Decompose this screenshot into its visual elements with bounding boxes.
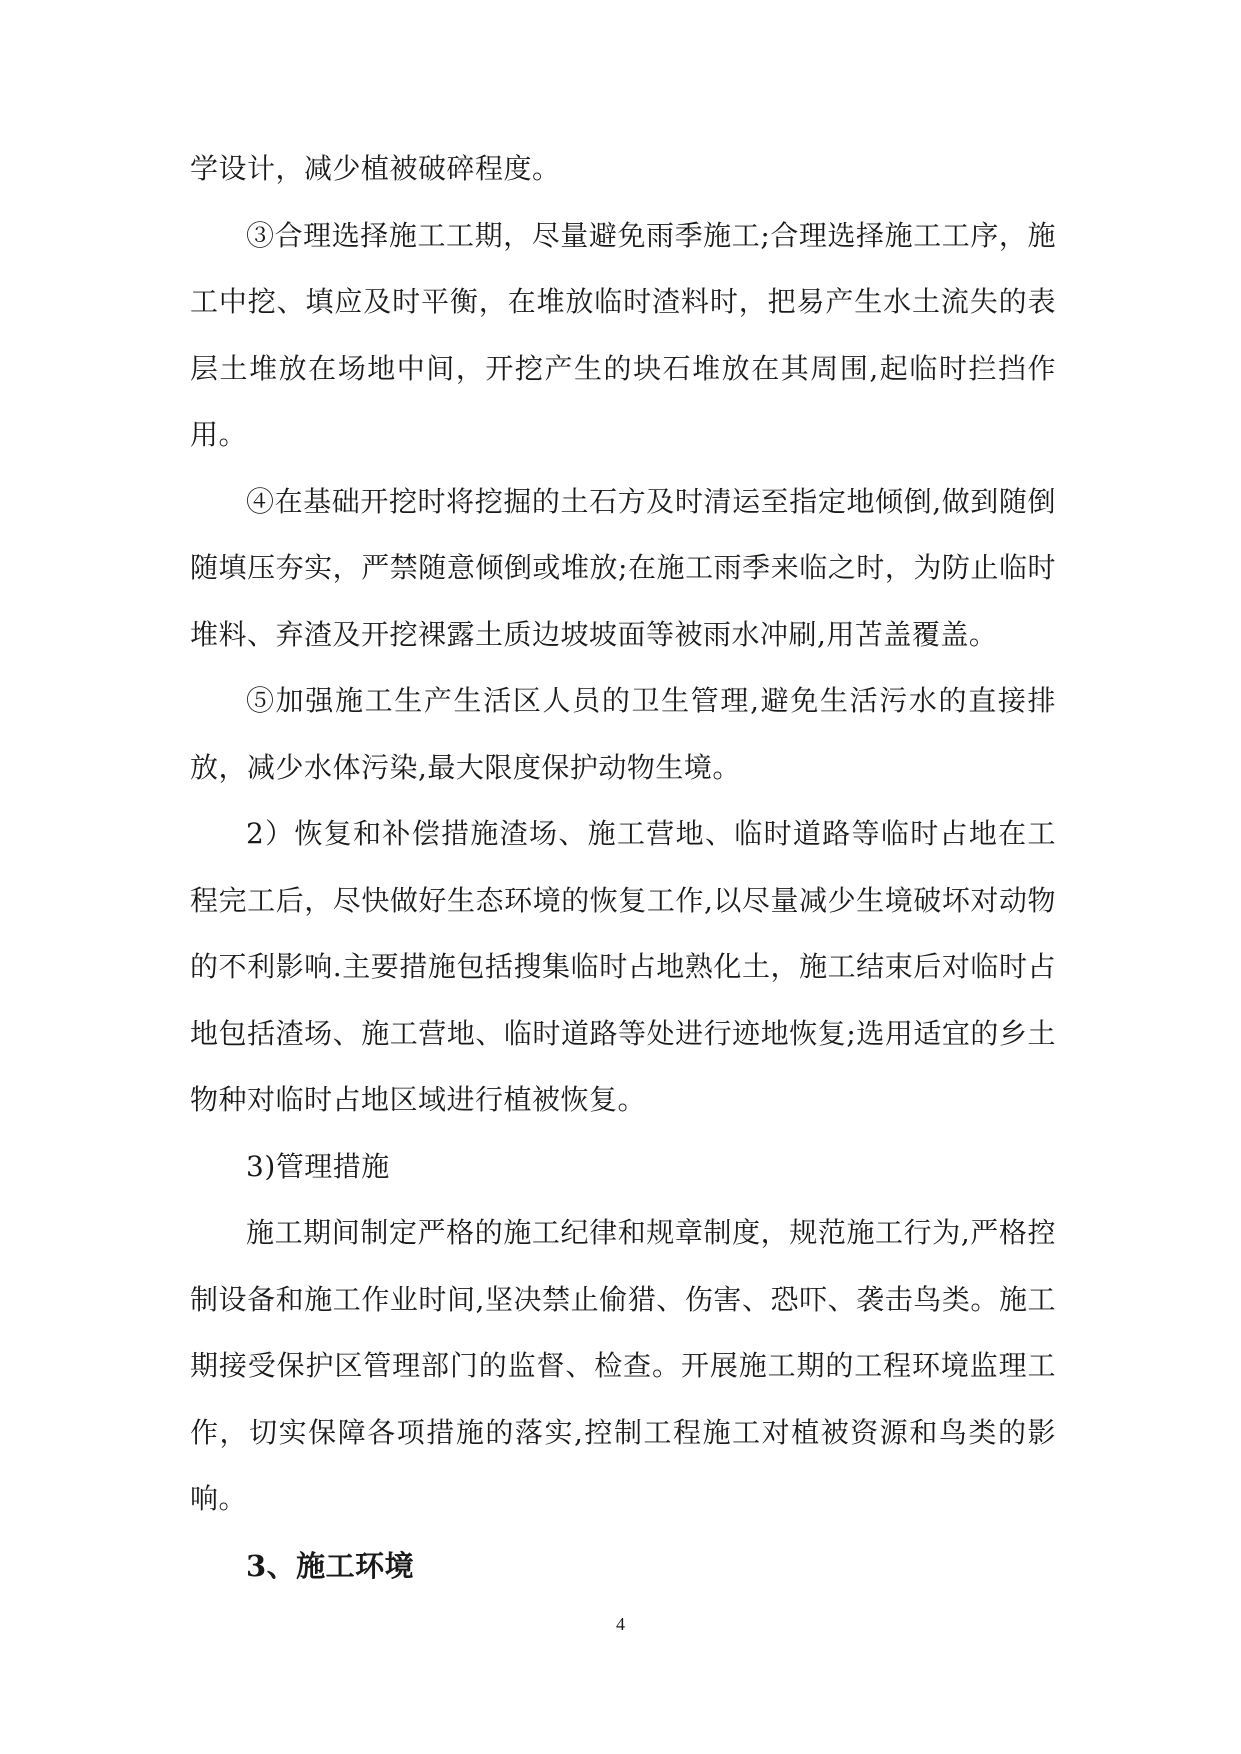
section-heading: 3、施工环境 — [246, 1548, 415, 1583]
paragraph-item-3: ③合理选择施工工期，尽量避免雨季施工;合理选择施工工序，施工中挖、填应及时平衡，在堆放临时渣料时，把易产生水土流失的表层土堆放在场地中间，开挖产生的块石堆放在其周围,起临时拦挡作用。 — [190, 218, 1056, 451]
paragraph-continuation: 学设计，减少植被破碎程度。 — [190, 152, 561, 185]
body-text — [190, 136, 1056, 1599]
paragraph-management-heading: 3)管理措施 — [246, 1149, 390, 1183]
paragraph-item-4: ④在基础开挖时将挖掘的土石方及时清运至指定地倾倒,做到随倒随填压夯实，严禁随意倾倒或堆放;在施工雨季来临之时，为防止临时堆料、弃渣及开挖裸露土质边坡坡面等被雨水冲刷,用苫盖覆盖。 — [190, 484, 1056, 651]
paragraph-restoration-measures: 2）恢复和补偿措施渣场、施工营地、临时道路等临时占地在工程完工后，尽快做好生态环境的恢复工作,以尽量减少生境破坏对动物的不利影响.主要措施包括搜集临时占地熟化土，施工结束后对临时占地包括渣场、施工营地、临时道路等处进行迹地恢复;选用适宜的乡土物种对临时占地区域进行植被恢复。 — [190, 817, 1056, 1116]
paragraph-item-5: ⑤加强施工生产生活区人员的卫生管理,避免生活污水的直接排放，减少水体污染,最大限度保护动物生境。 — [190, 684, 1056, 784]
paragraph-management-measures: 施工期间制定严格的施工纪律和规章制度，规范施工行为,严格控制设备和施工作业时间,坚决禁止偷猎、伤害、恐吓、袭击鸟类。施工期接受保护区管理部门的监督、检查。开展施工期的工程环境监理工作，切实保障各项措施的落实,控制工程施工对植被资源和鸟类的影响。 — [190, 1216, 1056, 1515]
page-number: 4 — [616, 1614, 625, 1634]
